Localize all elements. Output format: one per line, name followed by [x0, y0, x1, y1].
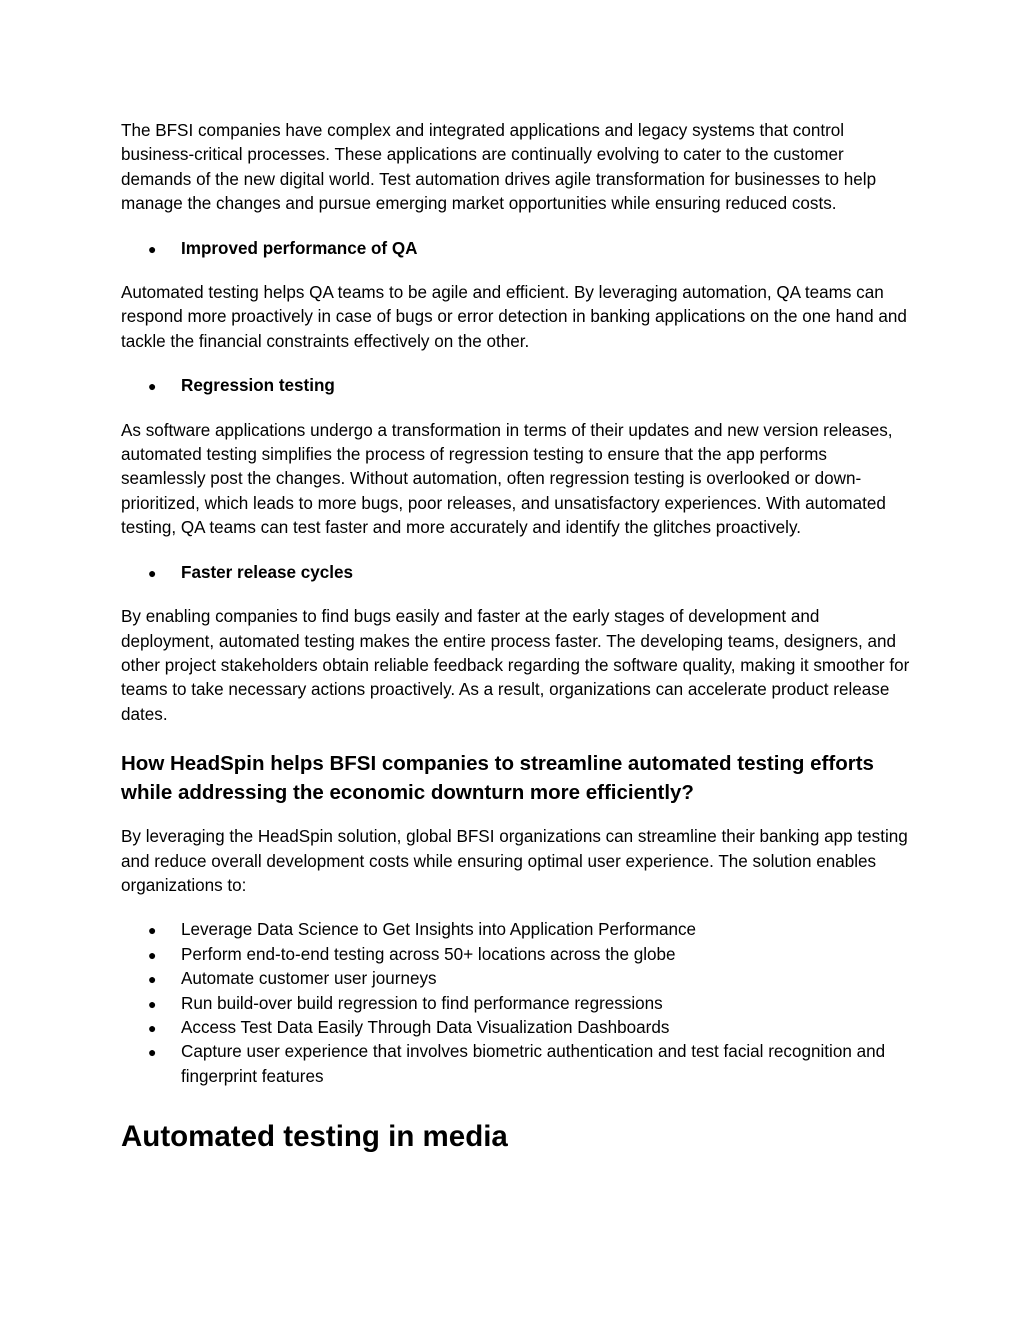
list-item-text: Automate customer user journeys [181, 969, 437, 989]
bullet-icon: ● [148, 564, 157, 581]
media-section-heading: Automated testing in media [121, 1120, 508, 1154]
headspin-capabilities-list [121, 918, 911, 1089]
bullet-icon: ● [148, 922, 157, 939]
section-heading-faster-release [121, 561, 911, 585]
bullet-icon: ● [148, 240, 157, 257]
list-item-text: Perform end-to-end testing across 50+ locations across the globe [181, 944, 676, 964]
section-heading-improved-performance [121, 237, 911, 261]
bullet-icon: ● [148, 946, 157, 963]
list-item [121, 967, 911, 991]
list-item-text: Run build-over build regression to find performance regressions [181, 993, 663, 1013]
bullet-icon: ● [148, 1019, 157, 1036]
section-body-improved-performance: Automated testing helps QA teams to be agile and efficient. By leveraging automation, QA teams can respond more proactively in case of bugs or error detection in banking applications on the one hand and tackle the financial constraints effectively on the other. [121, 283, 907, 351]
list-item [121, 918, 911, 942]
section-body-faster-release: By enabling companies to find bugs easily and faster at the early stages of development and deployment, automated testing makes the entire process faster. The developing teams, designers, and other project stakeholders obtain reliable feedback regarding the software quality, making it smoother for teams to take necessary actions proactively. As a result, organizations can accelerate product release dates. [121, 607, 910, 724]
section-heading-label: Faster release cycles [181, 562, 354, 582]
list-item-text: Access Test Data Easily Through Data Visualization Dashboards [181, 1017, 670, 1037]
list-item [121, 1016, 911, 1040]
section-heading-regression-testing [121, 374, 911, 398]
intro-paragraph: The BFSI companies have complex and integrated applications and legacy systems that control business-critical processes. These applications are continually evolving to cater to the customer demands of the new digital world. Test automation drives agile transformation for businesses to help manage the changes and pursue emerging market opportunities while ensuring reduced costs. [121, 121, 877, 214]
list-item-text: Leverage Data Science to Get Insights into Application Performance [181, 920, 697, 940]
bullet-icon: ● [148, 378, 157, 395]
section-heading-label: Regression testing [181, 376, 335, 396]
bullet-icon: ● [148, 1044, 157, 1061]
document-page [121, 119, 911, 1155]
list-item-text: Capture user experience that involves biometric authentication and test facial recognition and fingerprint features [181, 1042, 886, 1086]
list-item [121, 992, 911, 1016]
list-item [121, 943, 911, 967]
bullet-icon: ● [148, 995, 157, 1012]
list-item [121, 1040, 911, 1089]
bullet-icon: ● [148, 971, 157, 988]
headspin-body: By leveraging the HeadSpin solution, global BFSI organizations can streamline their banking app testing and reduce overall development costs while ensuring optimal user experience. The solution enables organizations to: [121, 827, 908, 895]
section-heading-label: Improved performance of QA [181, 238, 418, 258]
section-body-regression-testing: As software applications undergo a transformation in terms of their updates and new version releases, automated testing simplifies the process of regression testing to ensure that the app performs seamlessly post the changes. Without automation, often regression testing is overlooked or down-prioritized, which leads to more bugs, poor releases, and unsatisfactory experiences. With automated testing, QA teams can test faster and more accurately and identify the glitches proactively. [121, 420, 893, 538]
headspin-heading: How HeadSpin helps BFSI companies to streamline automated testing efforts while addressing the economic downturn more efficiently? [121, 752, 874, 805]
